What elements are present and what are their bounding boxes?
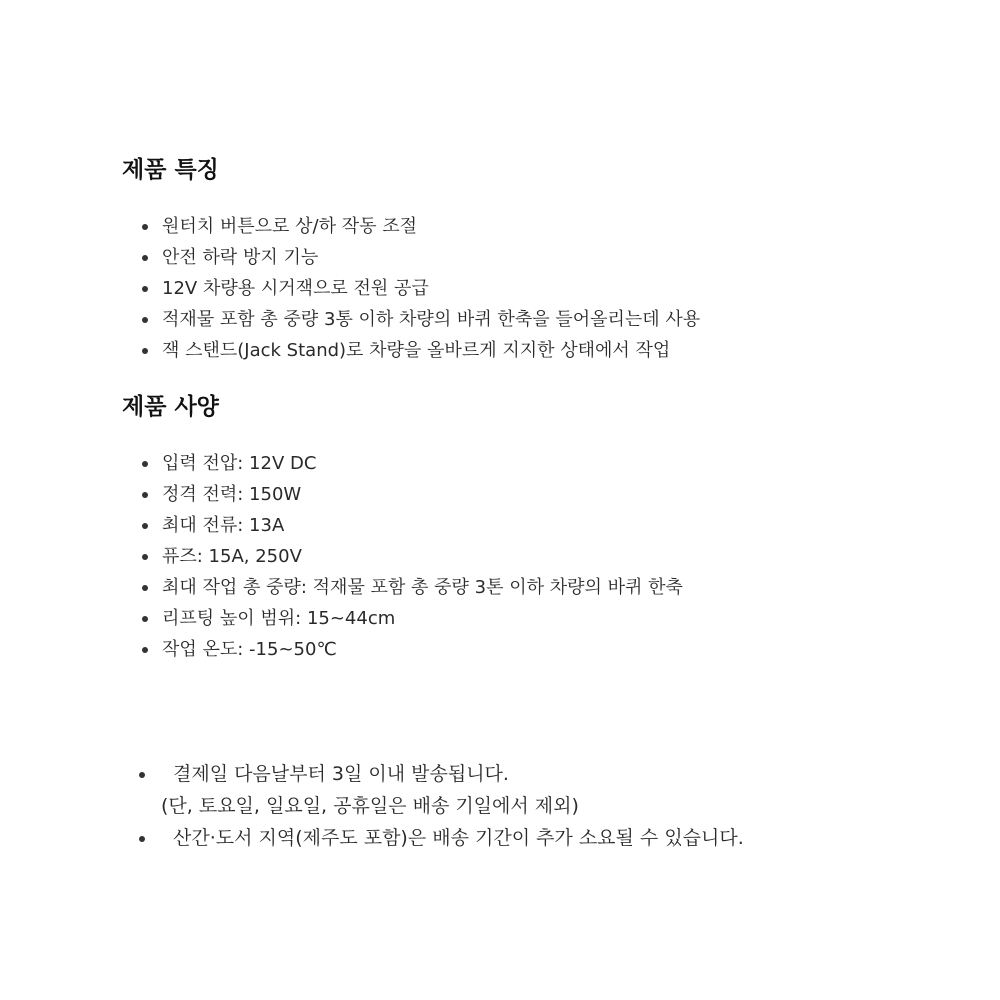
spec-text: 퓨즈: 15A, 250V [162, 546, 302, 567]
bullet-icon [142, 554, 148, 560]
bullet-icon [142, 286, 148, 292]
bullet-icon [142, 461, 148, 467]
feature-text: 12V 차량용 시거잭으로 전원 공급 [162, 278, 429, 299]
list-item [122, 510, 982, 541]
bullet-icon [142, 348, 148, 354]
spec-text: 정격 전력: 150W [162, 484, 302, 505]
list-item [122, 211, 982, 242]
bullet-icon [142, 317, 148, 323]
feature-text: 적재물 포함 총 중량 3통 이하 차량의 바퀴 한축을 들어올리는데 사용 [162, 309, 701, 330]
list-item [122, 448, 982, 479]
list-item [122, 479, 982, 510]
spec-text: 최대 작업 총 중량: 적재물 포함 총 중량 3톤 이하 차량의 바퀴 한축 [162, 577, 683, 598]
list-item [122, 242, 982, 273]
spec-text: 리프팅 높이 범위: 15~44cm [162, 608, 396, 629]
bullet-icon [139, 836, 145, 842]
shipping-note-subtext: (단, 토요일, 일요일, 공휴일은 배송 기일에서 제외) [161, 795, 579, 817]
list-item [135, 822, 985, 854]
list-item [135, 758, 985, 822]
list-item [122, 634, 982, 665]
features-heading: 제품 특징 [122, 157, 219, 183]
bullet-icon [139, 772, 145, 778]
bullet-icon [142, 255, 148, 261]
feature-text: 원터치 버튼으로 상/하 작동 조절 [162, 216, 417, 237]
bullet-icon [142, 523, 148, 529]
spec-text: 입력 전압: 12V DC [162, 453, 317, 474]
feature-text: 안전 하락 방지 기능 [162, 247, 319, 268]
bullet-icon [142, 585, 148, 591]
features-list [122, 211, 982, 366]
feature-text: 잭 스탠드(Jack Stand)로 차량을 올바르게 지지한 상태에서 작업 [162, 340, 671, 361]
specs-heading: 제품 사양 [122, 394, 219, 420]
list-item [122, 273, 982, 304]
shipping-notes [135, 758, 985, 854]
specs-list [122, 448, 982, 665]
spec-text: 작업 온도: -15~50℃ [162, 639, 337, 660]
spec-text: 최대 전류: 13A [162, 515, 285, 536]
list-item [122, 335, 982, 366]
bullet-icon [142, 616, 148, 622]
bullet-icon [142, 492, 148, 498]
list-item [122, 572, 982, 603]
bullet-icon [142, 224, 148, 230]
list-item [122, 304, 982, 335]
list-item [122, 541, 982, 572]
shipping-note-text: 산간·도서 지역(제주도 포함)은 배송 기간이 추가 소요될 수 있습니다. [173, 827, 744, 849]
shipping-note-text: 결제일 다음날부터 3일 이내 발송됩니다. [173, 763, 509, 785]
bullet-icon [142, 647, 148, 653]
list-item [122, 603, 982, 634]
